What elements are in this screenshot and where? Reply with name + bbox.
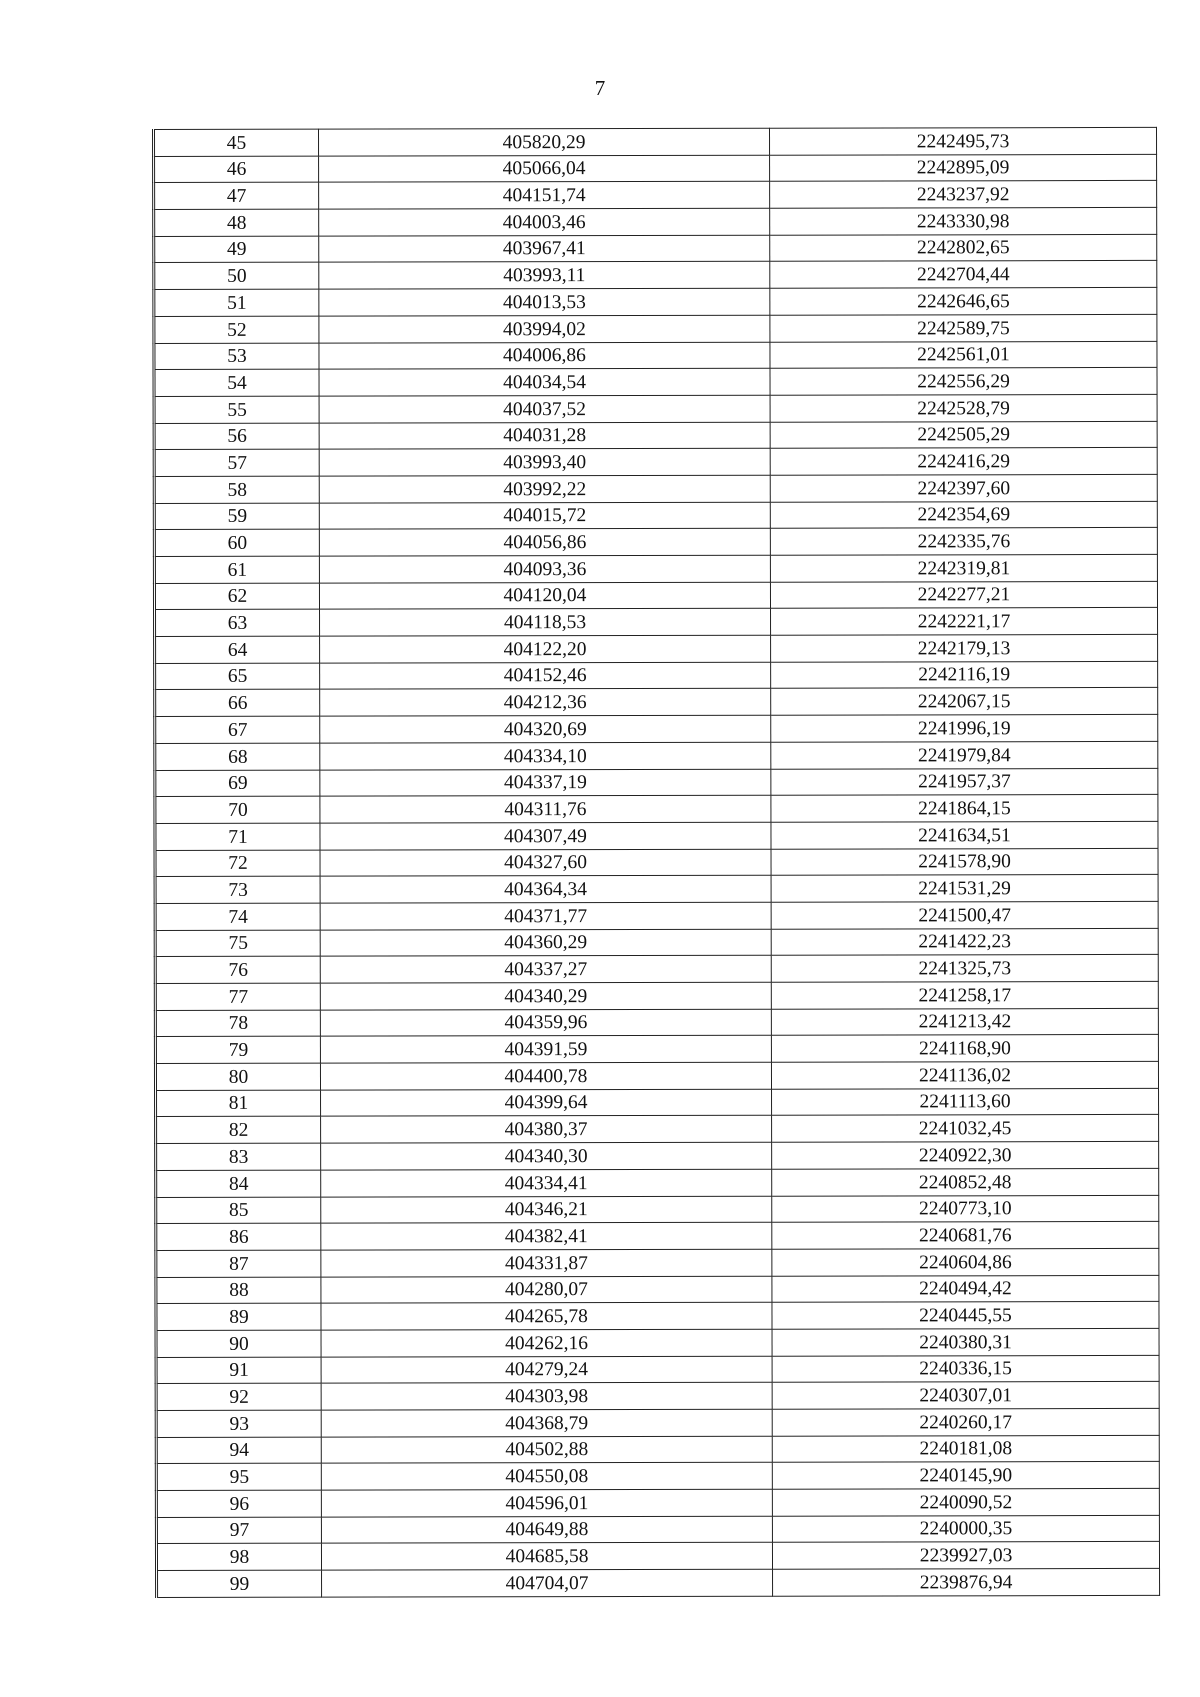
y-coordinate-cell: 2240380,31: [772, 1328, 1159, 1355]
coordinates-table-container: [152, 127, 1158, 1598]
point-number-cell: 79: [155, 1037, 320, 1064]
y-coordinate-cell: 2242556,29: [770, 368, 1157, 395]
table-row: [155, 928, 1158, 957]
point-number-cell: 93: [156, 1410, 321, 1437]
x-coordinate-cell: 404212,36: [320, 689, 771, 717]
y-coordinate-cell: 2242335,76: [770, 528, 1157, 555]
x-coordinate-cell: 405820,29: [319, 128, 770, 156]
y-coordinate-cell: 2241864,15: [771, 795, 1158, 822]
x-coordinate-cell: 404340,30: [321, 1142, 772, 1170]
point-number-cell: 50: [154, 263, 319, 290]
point-number-cell: 48: [154, 209, 319, 236]
x-coordinate-cell: 404015,72: [319, 502, 770, 530]
x-coordinate-cell: 405066,04: [319, 155, 770, 183]
x-coordinate-cell: 404368,79: [321, 1409, 772, 1437]
x-coordinate-cell: 404151,74: [319, 182, 770, 210]
y-coordinate-cell: 2239876,94: [773, 1569, 1160, 1596]
table-row: [155, 795, 1158, 824]
table-row: [156, 1248, 1159, 1277]
table-row: [156, 1168, 1159, 1197]
point-number-cell: 59: [154, 503, 319, 530]
table-row: [156, 1435, 1159, 1464]
table-row: [154, 207, 1157, 236]
point-number-cell: 77: [155, 983, 320, 1010]
x-coordinate-cell: 404704,07: [322, 1569, 773, 1597]
x-coordinate-cell: 404262,16: [321, 1329, 772, 1357]
x-coordinate-cell: 404391,59: [320, 1036, 771, 1064]
y-coordinate-cell: 2242397,60: [770, 474, 1157, 501]
table-row: [156, 1515, 1159, 1544]
x-coordinate-cell: 404034,54: [319, 368, 770, 396]
y-coordinate-cell: 2241136,02: [771, 1061, 1158, 1088]
y-coordinate-cell: 2242495,73: [769, 127, 1156, 154]
table-row: [154, 448, 1157, 477]
x-coordinate-cell: 404382,41: [321, 1222, 772, 1250]
x-coordinate-cell: 403993,11: [319, 262, 770, 290]
x-coordinate-cell: 403967,41: [319, 235, 770, 263]
y-coordinate-cell: 2240307,01: [772, 1382, 1159, 1409]
point-number-cell: 56: [154, 423, 319, 450]
table-row: [156, 1408, 1159, 1437]
y-coordinate-cell: 2241578,90: [771, 848, 1158, 875]
x-coordinate-cell: 404003,46: [319, 208, 770, 236]
y-coordinate-cell: 2240445,55: [772, 1302, 1159, 1329]
y-coordinate-cell: 2242067,15: [771, 688, 1158, 715]
x-coordinate-cell: 404031,28: [319, 422, 770, 450]
x-coordinate-cell: 404334,10: [320, 742, 771, 770]
page-number: 7: [594, 76, 606, 100]
coordinates-table: [152, 127, 1160, 1598]
x-coordinate-cell: 404337,27: [320, 956, 771, 984]
x-coordinate-cell: 404596,01: [321, 1489, 772, 1517]
x-coordinate-cell: 404122,20: [320, 635, 771, 663]
table-row: [155, 688, 1158, 717]
point-number-cell: 55: [154, 396, 319, 423]
point-number-cell: 58: [154, 476, 319, 503]
point-number-cell: 87: [156, 1250, 321, 1277]
y-coordinate-cell: 2241113,60: [772, 1088, 1159, 1115]
point-number-cell: 45: [154, 129, 319, 156]
table-row: [156, 1195, 1159, 1224]
y-coordinate-cell: 2242221,17: [771, 608, 1158, 635]
table-row: [155, 955, 1158, 984]
coordinates-table-body: [154, 127, 1160, 1597]
x-coordinate-cell: 404056,86: [319, 529, 770, 557]
table-row: [155, 634, 1158, 663]
x-coordinate-cell: 404399,64: [321, 1089, 772, 1117]
table-row: [155, 875, 1158, 904]
point-number-cell: 75: [155, 930, 320, 957]
table-row: [155, 1061, 1158, 1090]
y-coordinate-cell: 2242319,81: [770, 554, 1157, 581]
point-number-cell: 67: [155, 716, 320, 743]
point-number-cell: 92: [156, 1383, 321, 1410]
table-row: [156, 1142, 1159, 1171]
y-coordinate-cell: 2243237,92: [770, 181, 1157, 208]
y-coordinate-cell: 2241422,23: [771, 928, 1158, 955]
x-coordinate-cell: 404307,49: [320, 822, 771, 850]
x-coordinate-cell: 404359,96: [320, 1009, 771, 1037]
x-coordinate-cell: 404360,29: [320, 929, 771, 957]
x-coordinate-cell: 404331,87: [321, 1249, 772, 1277]
x-coordinate-cell: 404334,41: [321, 1169, 772, 1197]
table-row: [155, 608, 1158, 637]
x-coordinate-cell: 404502,88: [321, 1436, 772, 1464]
table-row: [156, 1488, 1159, 1517]
table-row: [156, 1088, 1159, 1117]
table-row: [156, 1355, 1159, 1384]
table-row: [156, 1275, 1159, 1304]
point-number-cell: 70: [155, 796, 320, 823]
y-coordinate-cell: 2239927,03: [772, 1542, 1159, 1569]
point-number-cell: 66: [155, 690, 320, 717]
y-coordinate-cell: 2241957,37: [771, 768, 1158, 795]
table-row: [157, 1569, 1160, 1598]
y-coordinate-cell: 2241325,73: [771, 955, 1158, 982]
y-coordinate-cell: 2242277,21: [770, 581, 1157, 608]
point-number-cell: 65: [155, 663, 320, 690]
x-coordinate-cell: 403994,02: [319, 315, 770, 343]
point-number-cell: 99: [157, 1570, 322, 1597]
point-number-cell: 73: [155, 876, 320, 903]
point-number-cell: 52: [154, 316, 319, 343]
table-row: [155, 981, 1158, 1010]
point-number-cell: 86: [156, 1223, 321, 1250]
point-number-cell: 96: [156, 1490, 321, 1517]
y-coordinate-cell: 2240604,86: [772, 1248, 1159, 1275]
point-number-cell: 76: [155, 956, 320, 983]
y-coordinate-cell: 2240494,42: [772, 1275, 1159, 1302]
point-number-cell: 61: [154, 556, 319, 583]
y-coordinate-cell: 2242589,75: [770, 314, 1157, 341]
y-coordinate-cell: 2242561,01: [770, 341, 1157, 368]
point-number-cell: 82: [156, 1117, 321, 1144]
point-number-cell: 68: [155, 743, 320, 770]
y-coordinate-cell: 2240773,10: [772, 1195, 1159, 1222]
x-coordinate-cell: 404093,36: [319, 555, 770, 583]
table-row: [154, 261, 1157, 290]
point-number-cell: 63: [155, 610, 320, 637]
x-coordinate-cell: 404006,86: [319, 342, 770, 370]
x-coordinate-cell: 404327,60: [320, 849, 771, 877]
table-row: [154, 581, 1157, 610]
table-row: [156, 1115, 1159, 1144]
point-number-cell: 54: [154, 369, 319, 396]
table-row: [155, 715, 1158, 744]
x-coordinate-cell: 404279,24: [321, 1356, 772, 1384]
table-row: [155, 901, 1158, 930]
point-number-cell: 78: [155, 1010, 320, 1037]
x-coordinate-cell: 404550,08: [321, 1463, 772, 1491]
x-coordinate-cell: 403993,40: [319, 448, 770, 476]
table-row: [156, 1328, 1159, 1357]
table-row: [154, 474, 1157, 503]
table-row: [155, 768, 1158, 797]
x-coordinate-cell: 404364,34: [320, 875, 771, 903]
point-number-cell: 57: [154, 449, 319, 476]
y-coordinate-cell: 2241634,51: [771, 821, 1158, 848]
table-row: [155, 821, 1158, 850]
table-row: [154, 234, 1157, 263]
point-number-cell: 98: [156, 1544, 321, 1571]
point-number-cell: 94: [156, 1437, 321, 1464]
point-number-cell: 60: [154, 529, 319, 556]
y-coordinate-cell: 2242704,44: [770, 261, 1157, 288]
x-coordinate-cell: 404320,69: [320, 715, 771, 743]
table-row: [155, 1008, 1158, 1037]
y-coordinate-cell: 2240145,90: [772, 1462, 1159, 1489]
x-coordinate-cell: 403992,22: [319, 475, 770, 503]
point-number-cell: 51: [154, 289, 319, 316]
table-row: [154, 154, 1157, 183]
y-coordinate-cell: 2242416,29: [770, 448, 1157, 475]
point-number-cell: 88: [156, 1277, 321, 1304]
x-coordinate-cell: 404303,98: [321, 1383, 772, 1411]
point-number-cell: 91: [156, 1357, 321, 1384]
table-row: [156, 1222, 1159, 1251]
x-coordinate-cell: 404118,53: [320, 609, 771, 637]
table-row: [155, 661, 1158, 690]
y-coordinate-cell: 2242505,29: [770, 421, 1157, 448]
table-row: [154, 501, 1157, 530]
table-row: [154, 554, 1157, 583]
point-number-cell: 95: [156, 1464, 321, 1491]
y-coordinate-cell: 2241168,90: [771, 1035, 1158, 1062]
y-coordinate-cell: 2240090,52: [772, 1488, 1159, 1515]
point-number-cell: 81: [156, 1090, 321, 1117]
point-number-cell: 90: [156, 1330, 321, 1357]
y-coordinate-cell: 2240681,76: [772, 1222, 1159, 1249]
y-coordinate-cell: 2240000,35: [772, 1515, 1159, 1542]
table-row: [156, 1302, 1159, 1331]
point-number-cell: 46: [154, 156, 319, 183]
point-number-cell: 47: [154, 183, 319, 210]
y-coordinate-cell: 2242802,65: [770, 234, 1157, 261]
y-coordinate-cell: 2242895,09: [770, 154, 1157, 181]
point-number-cell: 85: [156, 1197, 321, 1224]
x-coordinate-cell: 404037,52: [319, 395, 770, 423]
table-row: [155, 848, 1158, 877]
y-coordinate-cell: 2242179,13: [771, 634, 1158, 661]
x-coordinate-cell: 404649,88: [321, 1516, 772, 1544]
y-coordinate-cell: 2240181,08: [772, 1435, 1159, 1462]
point-number-cell: 74: [155, 903, 320, 930]
table-row: [156, 1382, 1159, 1411]
point-number-cell: 53: [154, 343, 319, 370]
table-row: [154, 127, 1157, 156]
x-coordinate-cell: 404311,76: [320, 795, 771, 823]
point-number-cell: 71: [155, 823, 320, 850]
y-coordinate-cell: 2240336,15: [772, 1355, 1159, 1382]
table-row: [154, 314, 1157, 343]
table-row: [156, 1542, 1159, 1571]
x-coordinate-cell: 404371,77: [320, 902, 771, 930]
y-coordinate-cell: 2242116,19: [771, 661, 1158, 688]
point-number-cell: 89: [156, 1303, 321, 1330]
x-coordinate-cell: 404346,21: [321, 1196, 772, 1224]
table-row: [156, 1462, 1159, 1491]
x-coordinate-cell: 404400,78: [320, 1062, 771, 1090]
x-coordinate-cell: 404337,19: [320, 769, 771, 797]
table-row: [155, 741, 1158, 770]
y-coordinate-cell: 2243330,98: [770, 207, 1157, 234]
table-row: [154, 288, 1157, 317]
table-row: [154, 181, 1157, 210]
x-coordinate-cell: 404685,58: [321, 1543, 772, 1571]
y-coordinate-cell: 2242354,69: [770, 501, 1157, 528]
y-coordinate-cell: 2241979,84: [771, 741, 1158, 768]
point-number-cell: 62: [154, 583, 319, 610]
table-row: [154, 421, 1157, 450]
x-coordinate-cell: 404013,53: [319, 288, 770, 316]
table-row: [154, 341, 1157, 370]
x-coordinate-cell: 404340,29: [320, 982, 771, 1010]
table-row: [154, 528, 1157, 557]
y-coordinate-cell: 2241500,47: [771, 901, 1158, 928]
point-number-cell: 69: [155, 770, 320, 797]
y-coordinate-cell: 2240852,48: [772, 1168, 1159, 1195]
table-row: [154, 394, 1157, 423]
y-coordinate-cell: 2241213,42: [771, 1008, 1158, 1035]
y-coordinate-cell: 2241258,17: [771, 981, 1158, 1008]
table-row: [154, 368, 1157, 397]
table-row: [155, 1035, 1158, 1064]
y-coordinate-cell: 2240260,17: [772, 1408, 1159, 1435]
x-coordinate-cell: 404380,37: [321, 1116, 772, 1144]
y-coordinate-cell: 2242646,65: [770, 288, 1157, 315]
x-coordinate-cell: 404152,46: [320, 662, 771, 690]
point-number-cell: 83: [156, 1143, 321, 1170]
x-coordinate-cell: 404265,78: [321, 1302, 772, 1330]
point-number-cell: 64: [155, 636, 320, 663]
point-number-cell: 72: [155, 850, 320, 877]
x-coordinate-cell: 404280,07: [321, 1276, 772, 1304]
y-coordinate-cell: 2242528,79: [770, 394, 1157, 421]
point-number-cell: 84: [156, 1170, 321, 1197]
point-number-cell: 80: [155, 1063, 320, 1090]
point-number-cell: 49: [154, 236, 319, 263]
x-coordinate-cell: 404120,04: [319, 582, 770, 610]
y-coordinate-cell: 2241996,19: [771, 715, 1158, 742]
y-coordinate-cell: 2241531,29: [771, 875, 1158, 902]
point-number-cell: 97: [156, 1517, 321, 1544]
y-coordinate-cell: 2240922,30: [772, 1142, 1159, 1169]
y-coordinate-cell: 2241032,45: [772, 1115, 1159, 1142]
